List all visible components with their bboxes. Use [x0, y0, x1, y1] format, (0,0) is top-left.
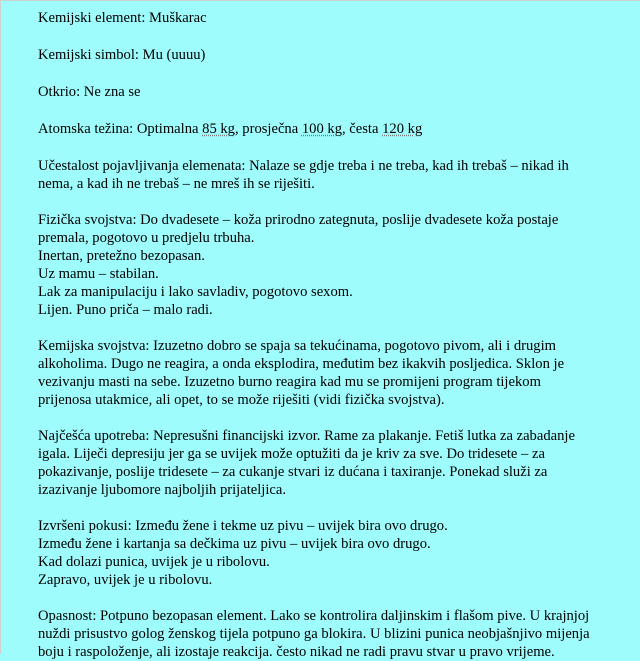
text-line: Kad dolazi punica, uvijek je u ribolovu. [38, 554, 270, 570]
text-line: Izvršeni pokusi: Između žene i tekme uz pivu – uvijek bira ovo drugo. [38, 518, 448, 534]
text-line: Zapravo, uvijek je u ribolovu. [38, 572, 213, 588]
paragraph-danger [38, 607, 630, 661]
text-line: Uz mamu – stabilan. [38, 266, 159, 282]
text-line: izazivanje ljubomore najboljih prijateljica. [38, 482, 287, 498]
text-line: igala. Liječi depresiju jer ga se uvijek može optužiti da je kriv za sve. Do tridesete – za [38, 446, 545, 462]
weight-sep-1: , prosječna [234, 121, 302, 137]
text-line: premala, pogotovo u predjelu trbuha. [38, 230, 255, 246]
text-line: Lijen. Puno priča – malo radi. [38, 302, 213, 318]
paragraph-atomic-weight [38, 120, 630, 138]
text-line: Kemijski simbol: Mu (uuuu) [38, 47, 206, 63]
paragraph-chemical-properties [38, 337, 630, 409]
paragraph-discovered [38, 83, 630, 101]
weight-sep-2: , česta [342, 121, 383, 137]
text-line: nema, a kad ih ne trebaš – ne mreš ih se riješiti. [38, 176, 315, 192]
text-line: Lak za manipulaciju i lako savladiv, pogotovo sexom. [38, 284, 353, 300]
text-line: Otkrio: Ne zna se [38, 84, 141, 100]
text-line: prijenosa utakmice, ali opet, to se može riješiti (vidi fizička svojstva). [38, 392, 445, 408]
text-line: Opasnost: Potpuno bezopasan element. Lako se kontrolira daljinskim i flašom pive. U krajnjoj [38, 608, 590, 624]
text-line: pokazivanje, poslije tridesete – za cukanje stvari iz dućana i taxiranje. Ponekad služi za [38, 464, 548, 480]
text-line: alkoholima. Dugo ne reagira, a onda eksplodira, međutim bez ikakvih posljedica. Sklon je [38, 356, 565, 372]
text-line: Fizička svojstva: Do dvadesete – koža prirodno zategnuta, poslije dvadesete koža postaje [38, 212, 559, 228]
paragraph-symbol [38, 46, 630, 64]
paragraph-frequency [38, 157, 630, 193]
text-line: Između žene i kartanja sa dečkima uz pivu – uvijek bira ovo drugo. [38, 536, 431, 552]
document-body [1, 1, 640, 661]
text-line: Inertan, pretežno bezopasan. [38, 248, 205, 264]
text-line: nuždi prisustvo golog ženskog tijela potpuno ga blokira. U blizini punica neobjašnjivo mijenja [38, 626, 590, 642]
paragraph-physical-properties [38, 211, 630, 319]
text-line: Najčešća upotreba: Nepresušni financijski izvor. Rame za plakanje. Fetiš lutka za zabadanje [38, 428, 575, 444]
paragraph-common-usage [38, 427, 630, 499]
text-line: Kemijska svojstva: Izuzetno dobro se spaja sa tekućinama, pogotovo pivom, ali i drugim [38, 338, 556, 354]
weight-prefix: Atomska težina: Optimalna [38, 121, 203, 137]
text-line: Kemijski element: Muškarac [38, 10, 207, 26]
paragraph-element [38, 9, 630, 27]
weight-average: 100 kg [301, 121, 342, 137]
paragraph-experiments [38, 517, 630, 589]
weight-common: 120 kg [382, 121, 423, 137]
text-line: Učestalost pojavljivanja elemenata: Nalaze se gdje treba i ne treba, kad ih trebaš – nikad ih [38, 158, 569, 174]
text-line: vezivanju masti na sebe. Izuzetno burno reagira kad mu se promijeni program tijekom [38, 374, 541, 390]
weight-optimal: 85 kg [202, 121, 235, 137]
text-line [38, 120, 630, 138]
text-line: boju i raspoloženje, ali izostaje reakcija. često nikad ne radi pravu stvar u pravo vrijeme. [38, 644, 555, 660]
